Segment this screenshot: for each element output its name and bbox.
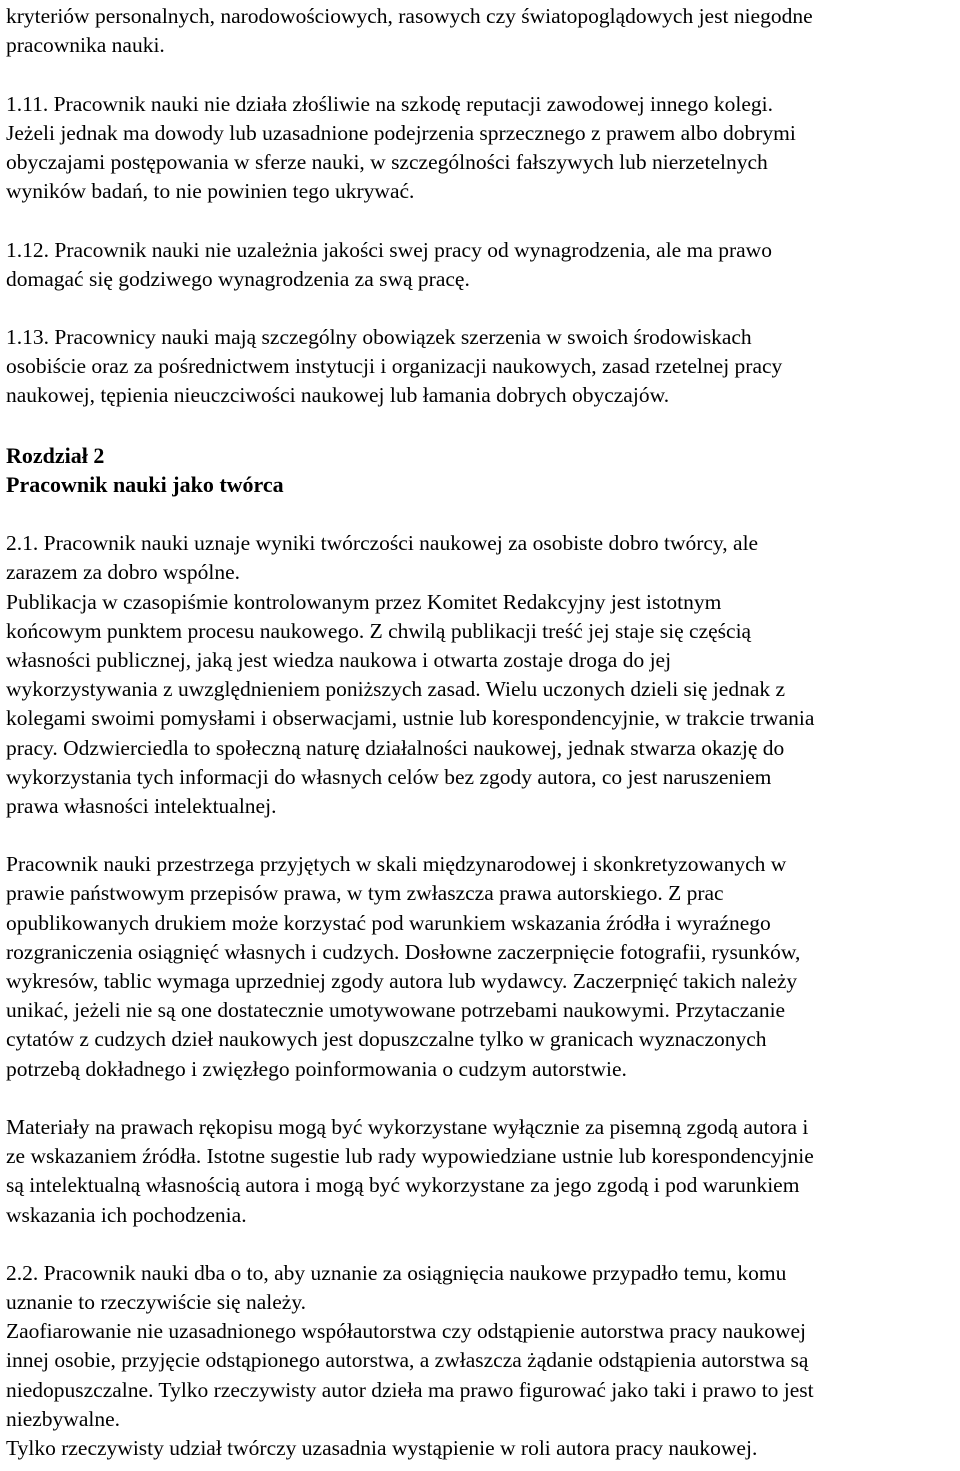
text-line: są intelektualną własnością autora i mogą być wykorzystane za jego zgodą i pod warunkiem <box>6 1173 800 1198</box>
paragraph-section-1-11 <box>6 90 956 207</box>
text-line: Tylko rzeczywisty udział twórczy uzasadnia wystąpienie w roli autora pracy naukowej. <box>6 1436 758 1460</box>
text-line: wykorzystania tych informacji do własnych celów bez zgody autora, co jest naruszeniem <box>6 764 772 789</box>
text-line: pracownika nauki. <box>6 33 165 58</box>
text-line: ze wskazaniem źródła. Istotne sugestie lub rady wypowiedziane ustnie lub korespondencyjnie <box>6 1144 814 1169</box>
text-line: wyników badań, to nie powinien tego ukrywać. <box>6 179 415 204</box>
text-line: niezbywalne. <box>6 1406 121 1431</box>
paragraph-copyright <box>6 850 956 1084</box>
text-line: potrzebą dokładnego i zwięzłego poinformowania o cudzym autorstwie. <box>6 1056 627 1081</box>
text-line: Materiały na prawach rękopisu mogą być wykorzystane wyłącznie za pisemną zgodą autora i <box>6 1114 809 1139</box>
paragraph-intro-continuation <box>6 2 956 60</box>
chapter-heading <box>6 441 956 500</box>
text-line: pracy. Odzwierciedla to społeczną naturę działalności naukowej, jednak stwarza okazję do <box>6 735 785 760</box>
text-line: kolegami swoimi pomysłami i obserwacjami, ustnie lub korespondencyjnie, w trakcie trwania <box>6 706 815 731</box>
text-line: domagać się godziwego wynagrodzenia za swą pracę. <box>6 266 470 291</box>
text-line: opublikowanych drukiem może korzystać pod warunkiem wskazania źródła i wyraźnego <box>6 910 771 935</box>
text-line: naukowej, tępienia nieuczciwości naukowej lub łamania dobrych obyczajów. <box>6 383 670 408</box>
text-line: wykorzystywania z uwzględnieniem poniższych zasad. Wielu uczonych dzieli się jednak z <box>6 677 786 702</box>
text-line: wykresów, tablic wymaga uprzedniej zgody autora lub wydawcy. Zaczerpnięć takich należy <box>6 969 798 993</box>
text-line: kryteriów personalnych, narodowościowych, rasowych czy światopoglądowych jest niegodne <box>6 4 813 28</box>
text-line: Zaofiarowanie nie uzasadnionego współautorstwa czy odstąpienie autorstwa pracy naukowej <box>6 1319 806 1344</box>
text-line: Jeżeli jednak ma dowody lub uzasadnione podejrzenia sprzecznego z prawem albo dobrymi <box>6 120 796 145</box>
paragraph-section-2-2 <box>6 1259 956 1463</box>
text-line: Pracownik nauki przestrzega przyjętych w skali międzynarodowej i skonkretyzowanych w <box>6 852 787 877</box>
text-line: 2.2. Pracownik nauki dba o to, aby uznanie za osiągnięcia naukowe przypadło temu, komu <box>6 1260 787 1285</box>
text-line: 1.12. Pracownik nauki nie uzależnia jakości swej pracy od wynagrodzenia, ale ma prawo <box>6 237 772 262</box>
text-line: 1.13. Pracownicy nauki mają szczególny obowiązek szerzenia w swoich środowiskach <box>6 325 752 350</box>
text-line: 2.1. Pracownik nauki uznaje wyniki twórczości naukowej za osobiste dobro twórcy, ale <box>6 531 759 556</box>
chapter-number: Rozdział 2 <box>6 442 105 468</box>
text-line: unikać, jeżeli nie są one dostatecznie umotywowane potrzebami naukowymi. Przytaczanie <box>6 998 786 1023</box>
document-page <box>6 0 956 1463</box>
text-line: zarazem za dobro wspólne. <box>6 560 241 585</box>
paragraph-manuscripts <box>6 1113 956 1230</box>
text-line: cytatów z cudzych dzieł naukowych jest dopuszczalne tylko w granicach wyznaczonych <box>6 1027 767 1052</box>
paragraph-section-2-1 <box>6 529 956 821</box>
text-line: innej osobie, przyjęcie odstąpionego autorstwa, a zwłaszcza żądanie odstąpienia autorstwa są <box>6 1348 809 1373</box>
text-line: prawie państwowym przepisów prawa, w tym zwłaszcza prawa autorskiego. Z prac <box>6 881 724 906</box>
chapter-title: Pracownik nauki jako twórca <box>6 472 284 498</box>
text-line: uznanie to rzeczywiście się należy. <box>6 1290 307 1315</box>
text-line: końcowym punktem procesu naukowego. Z chwilą publikacji treść jej staje się częścią <box>6 618 752 643</box>
text-line: 1.11. Pracownik nauki nie działa złośliwie na szkodę reputacji zawodowej innego kolegi. <box>6 91 773 116</box>
text-line: prawa własności intelektualnej. <box>6 793 277 818</box>
text-line: obyczajami postępowania w sferze nauki, w szczególności fałszywych lub nierzetelnych <box>6 149 768 174</box>
text-line: niedopuszczalne. Tylko rzeczywisty autor dzieła ma prawo figurować jako taki i prawo to jest <box>6 1377 814 1402</box>
text-line: własności publicznej, jaką jest wiedza naukowa i otwarta zostaje droga do jej <box>6 647 672 672</box>
text-line: wskazania ich pochodzenia. <box>6 1202 247 1227</box>
text-line: Publikacja w czasopiśmie kontrolowanym przez Komitet Redakcyjny jest istotnym <box>6 589 722 614</box>
text-line: osobiście oraz za pośrednictwem instytucji i organizacji naukowych, zasad rzetelnej pracy <box>6 354 783 379</box>
text-line: rozgraniczenia osiągnięć własnych i cudzych. Dosłowne zaczerpnięcie fotografii, rysunków, <box>6 939 801 964</box>
paragraph-section-1-13 <box>6 323 956 411</box>
paragraph-section-1-12 <box>6 236 956 294</box>
